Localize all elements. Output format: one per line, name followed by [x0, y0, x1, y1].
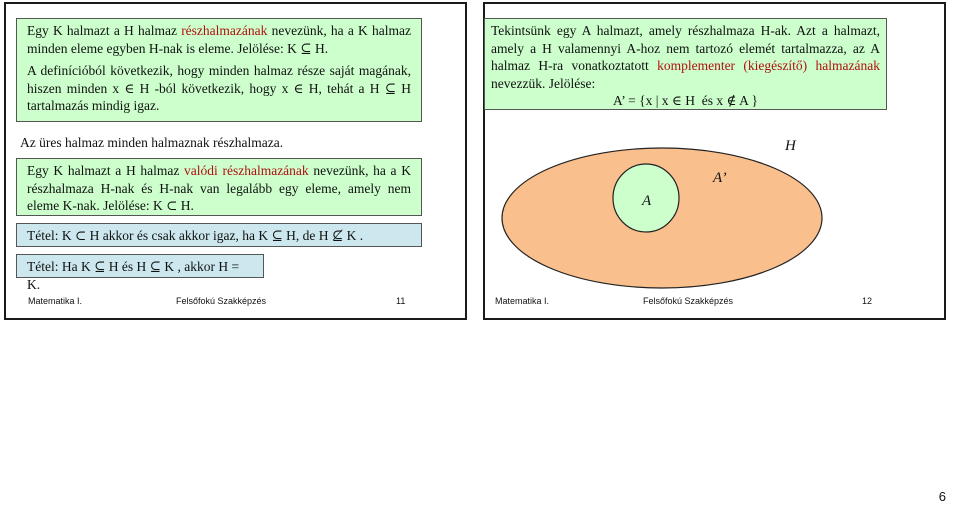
footer-program: Felsőfokú Szakképzés [643, 296, 734, 306]
slide-12 [483, 2, 946, 320]
venn-diagram [485, 130, 944, 310]
subset-definition-box [16, 18, 422, 122]
complement-formula: A’ = {x | x ∈ H és x ∉ A } [613, 93, 759, 108]
venn-label-h: H [785, 138, 796, 154]
venn-label-a-prime: A’ [713, 170, 727, 186]
slide-11 [4, 2, 467, 320]
complement-term: komplementer (kiegészítő) halmazának [657, 58, 880, 73]
footer-course: Matematika I. [495, 296, 550, 306]
complement-definition-box [484, 18, 887, 110]
theorem-box-2: Tétel: Ha K ⊆ H és H ⊆ K , akkor H = K. [16, 254, 264, 278]
subset-term: részhalmazának [181, 23, 268, 38]
proper-subset-box: Egy K halmazt a H halmaz valódi részhalmazának nevezünk, ha a K részhalmaza H-nak és H-nak van legalább egy eleme, amely nem eleme K-nak. Jelölése: K ⊂ H. [16, 158, 422, 216]
venn-label-a: A [642, 193, 652, 209]
empty-set-note: Az üres halmaz minden halmaznak részhalmaza. [20, 135, 284, 150]
theorem-box-1: Tétel: K ⊂ H akkor és csak akkor igaz, ha K ⊆ H, de H ⊈ K . [16, 223, 422, 247]
footer-course: Matematika I. [28, 296, 83, 306]
complement-definition-text: Tekintsünk egy A halmazt, amely részhalmaza H-ak. Azt a halmazt, amely a H valamennyi A-hoz nem tartozó elemét tartalmazza, az A halmaz H-ra vonatkoztatott komplementer (kiegészítő) halmazának nevezzük. Jelölése: [491, 23, 880, 91]
footer-program: Felsőfokú Szakképzés [176, 296, 267, 306]
subset-definition-text: Egy K halmazt a H halmaz részhalmazának nevezünk, ha a K halmaz minden eleme egyben H-nak is eleme. Jelölése: K ⊆ H. [27, 23, 411, 56]
page-number: 6 [938, 489, 946, 504]
proper-subset-term: valódi részhalmazának [184, 163, 309, 178]
subset-consequence-text: A definícióból következik, hogy minden halmaz része saját magának, hiszen minden x ∈ H -ból következik, hogy x ∈ H, tehát a H ⊆ H tartalmazás mindig igaz. [27, 63, 411, 113]
footer-page: 12 [862, 296, 873, 306]
footer-page: 11 [396, 296, 406, 306]
